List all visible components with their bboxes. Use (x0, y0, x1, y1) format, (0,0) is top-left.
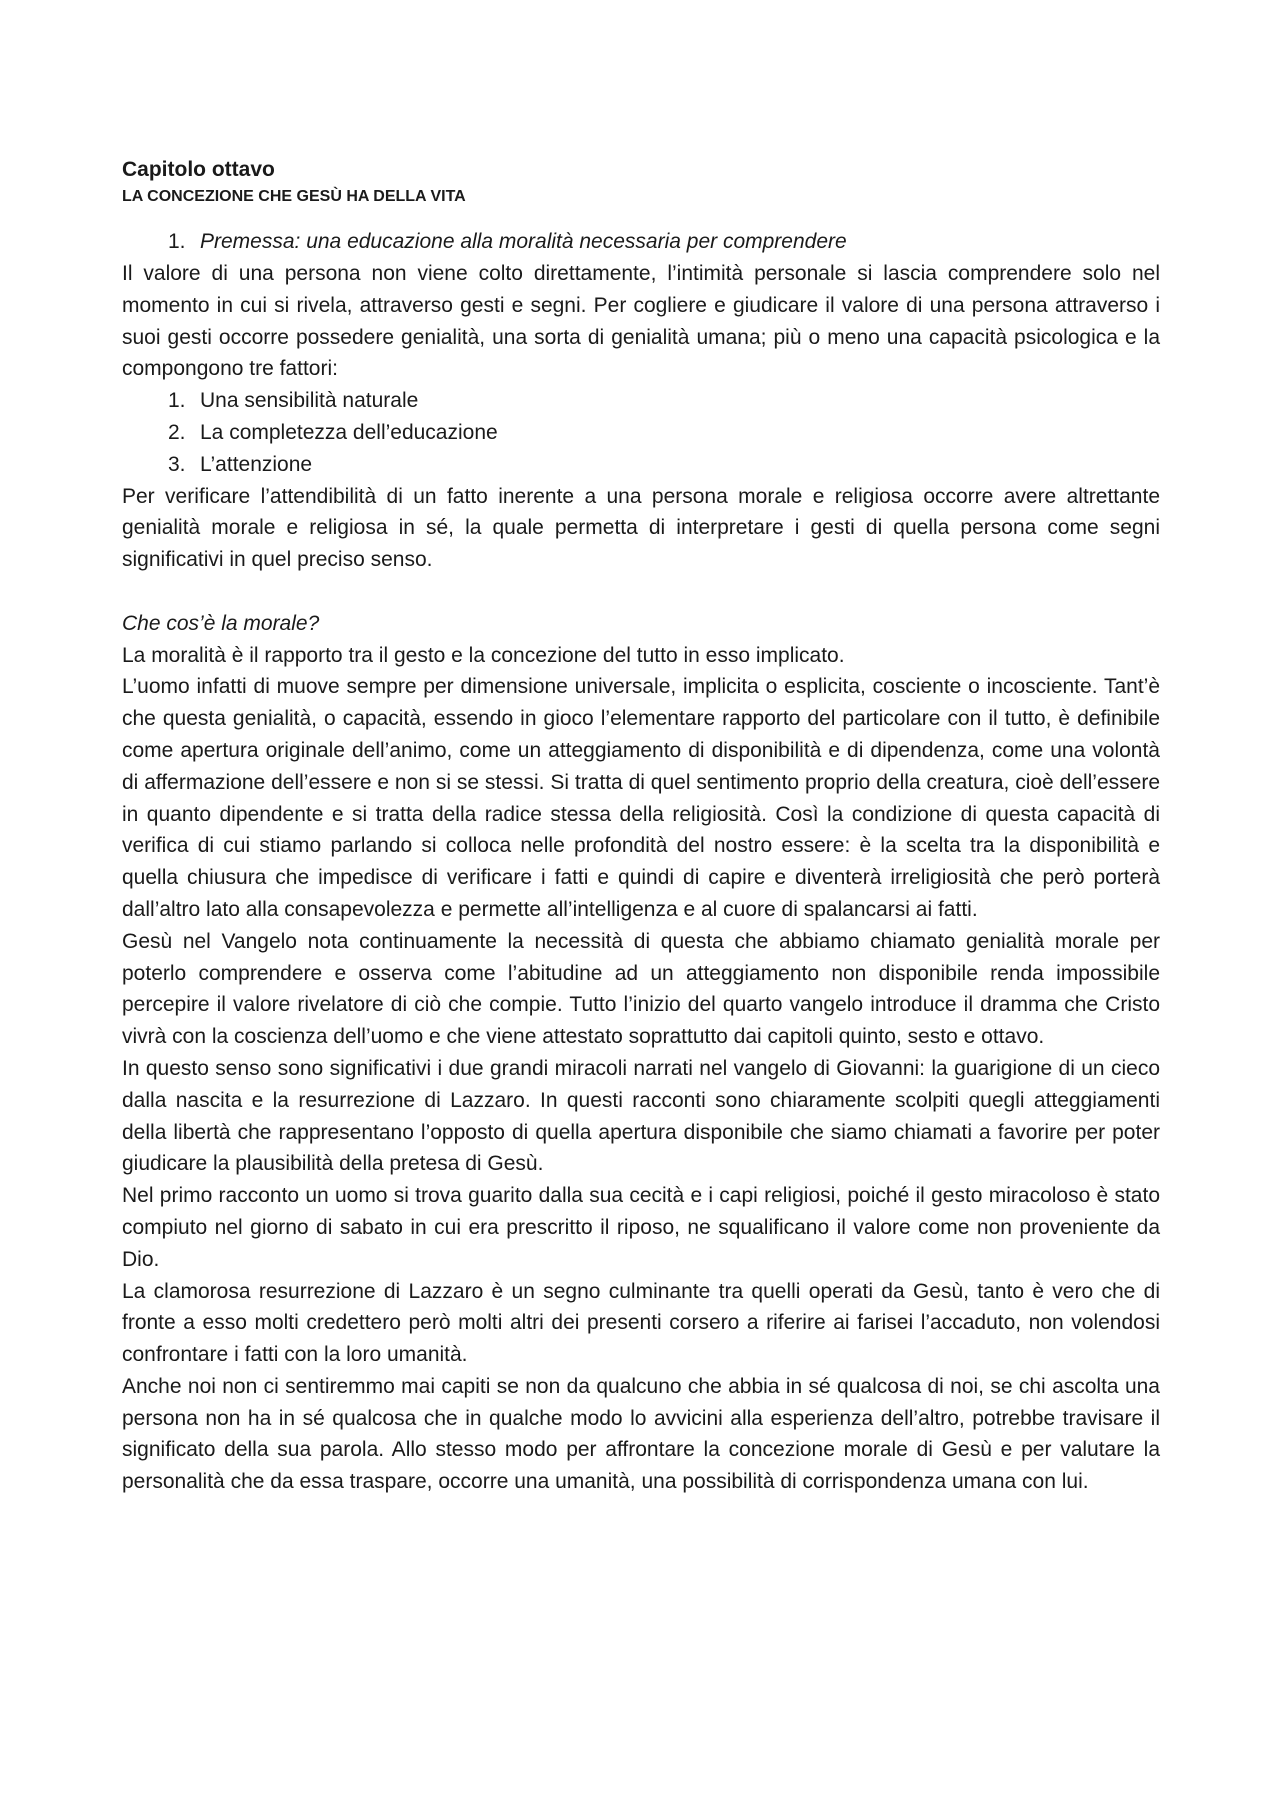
subsection-heading: Che cos’è la morale? (122, 611, 320, 635)
spacer (122, 576, 1160, 608)
body-paragraph: In questo senso sono significativi i due grandi miracoli narrati nel vangelo di Giovanni: la guarigione di un cieco dalla nascita e la resurrezione di Lazzaro. In questi racconti sono chiaramente scolpiti quegli atteggiamenti della libertà che rappresentano l’opposto di quella apertura disponibile che siamo chiamati a favorire per poter giudicare la plausibilità della pretesa di Gesù. (122, 1056, 1160, 1176)
after-list-paragraph: Per verificare l’attendibilità di un fatto inerente a una persona morale e religiosa occorre avere altrettante genialità morale e religiosa in sé, la quale permetta di interpretare i gesti di quella persona come segni significativi in quel preciso senso. (122, 484, 1160, 572)
body-paragraph: Nel primo racconto un uomo si trova guarito dalla sua cecità e i capi religiosi, poiché il gesto miracoloso è stato compiuto nel giorno di sabato in cui era prescritto il riposo, ne squalificano il valore come non proveniente da Dio. (122, 1184, 1160, 1271)
body-paragraph: L’uomo infatti di muove sempre per dimensione universale, implicita o esplicita, cosciente o incosciente. Tant’è che questa genialità, o capacità, essendo in gioco l’elementare rapporto del particolare con il tutto, è definibile come apertura originale dell’animo, come un atteggiamento di disponibilità e di dipendenza, come una volontà di affermazione dell’essere e non si se stessi. Si tratta di quel sentimento proprio della creatura, cioè dell’essere in quanto dipendente e si tratta della radice stessa della religiosità. Così la condizione di questa capacità di verifica di cui stiamo parlando si colloca nelle profondità del nostro essere: è la scelta tra la disponibilità e quella chiusura che impedisce di verificare i fatti e quindi di capire e diventerà irreligiosità che però porterà dall’altro lato alla consapevolezza e permette all’intelligenza e al cuore di spalancarsi ai fatti. (122, 675, 1160, 921)
section-heading (122, 226, 1160, 258)
list-item: 3. L’attenzione (168, 452, 313, 476)
document-page (122, 156, 1160, 1498)
body-paragraph: La clamorosa resurrezione di Lazzaro è un segno culminante tra quelli operati da Gesù, tanto è vero che di fronte a esso molti credettero però molti altri dei presenti corsero a riferire ai farisei l’accaduto, non volendosi confrontare i fatti con la loro umanità. (122, 1279, 1160, 1367)
section-number: 1. (168, 230, 186, 253)
body-paragraph: Anche noi non ci sentiremmo mai capiti se non da qualcuno che abbia in sé qualcosa di noi, se chi ascolta una persona non ha in sé qualcosa che in qualche modo lo avvicini alla esperienza dell’altro, potrebbe travisare il significato della sua parola. Allo stesso modo per affrontare la concezione morale di Gesù e per valutare la personalità che da essa traspare, occorre una umanità, una possibilità di corrispondenza umana con lui. (122, 1374, 1160, 1494)
factors-list (122, 385, 1160, 480)
chapter-label: Capitolo ottavo (122, 158, 275, 181)
body-paragraph: La moralità è il rapporto tra il gesto e la concezione del tutto in esso implicato. (122, 643, 845, 667)
body-paragraph: Gesù nel Vangelo nota continuamente la necessità di questa che abbiamo chiamato genialità morale per poterlo comprendere e osserva come l’abitudine ad un atteggiamento non disponibile renda impossibile percepire il valore rivelatore di ciò che compie. Tutto l’inizio del quarto vangelo introduce il dramma che Cristo vivrà con la coscienza dell’uomo e che viene attestato soprattutto dai capitoli quinto, sesto e ottavo. (122, 929, 1160, 1049)
list-item: 1. Una sensibilità naturale (168, 389, 419, 413)
chapter-title: LA CONCEZIONE CHE GESÙ HA DELLA VITA (122, 188, 466, 205)
section-heading-text: Premessa: una educazione alla moralità necessaria per comprendere (200, 230, 847, 253)
list-item: 2. La completezza dell’educazione (168, 420, 498, 444)
intro-paragraph: Il valore di una persona non viene colto direttamente, l’intimità personale si lascia comprendere solo nel momento in cui si rivela, attraverso gesti e segni. Per cogliere e giudicare il valore di una persona attraverso i suoi gesti occorre possedere genialità, una sorta di genialità umana; più o meno una capacità psicologica e la compongono tre fattori: (122, 262, 1160, 381)
